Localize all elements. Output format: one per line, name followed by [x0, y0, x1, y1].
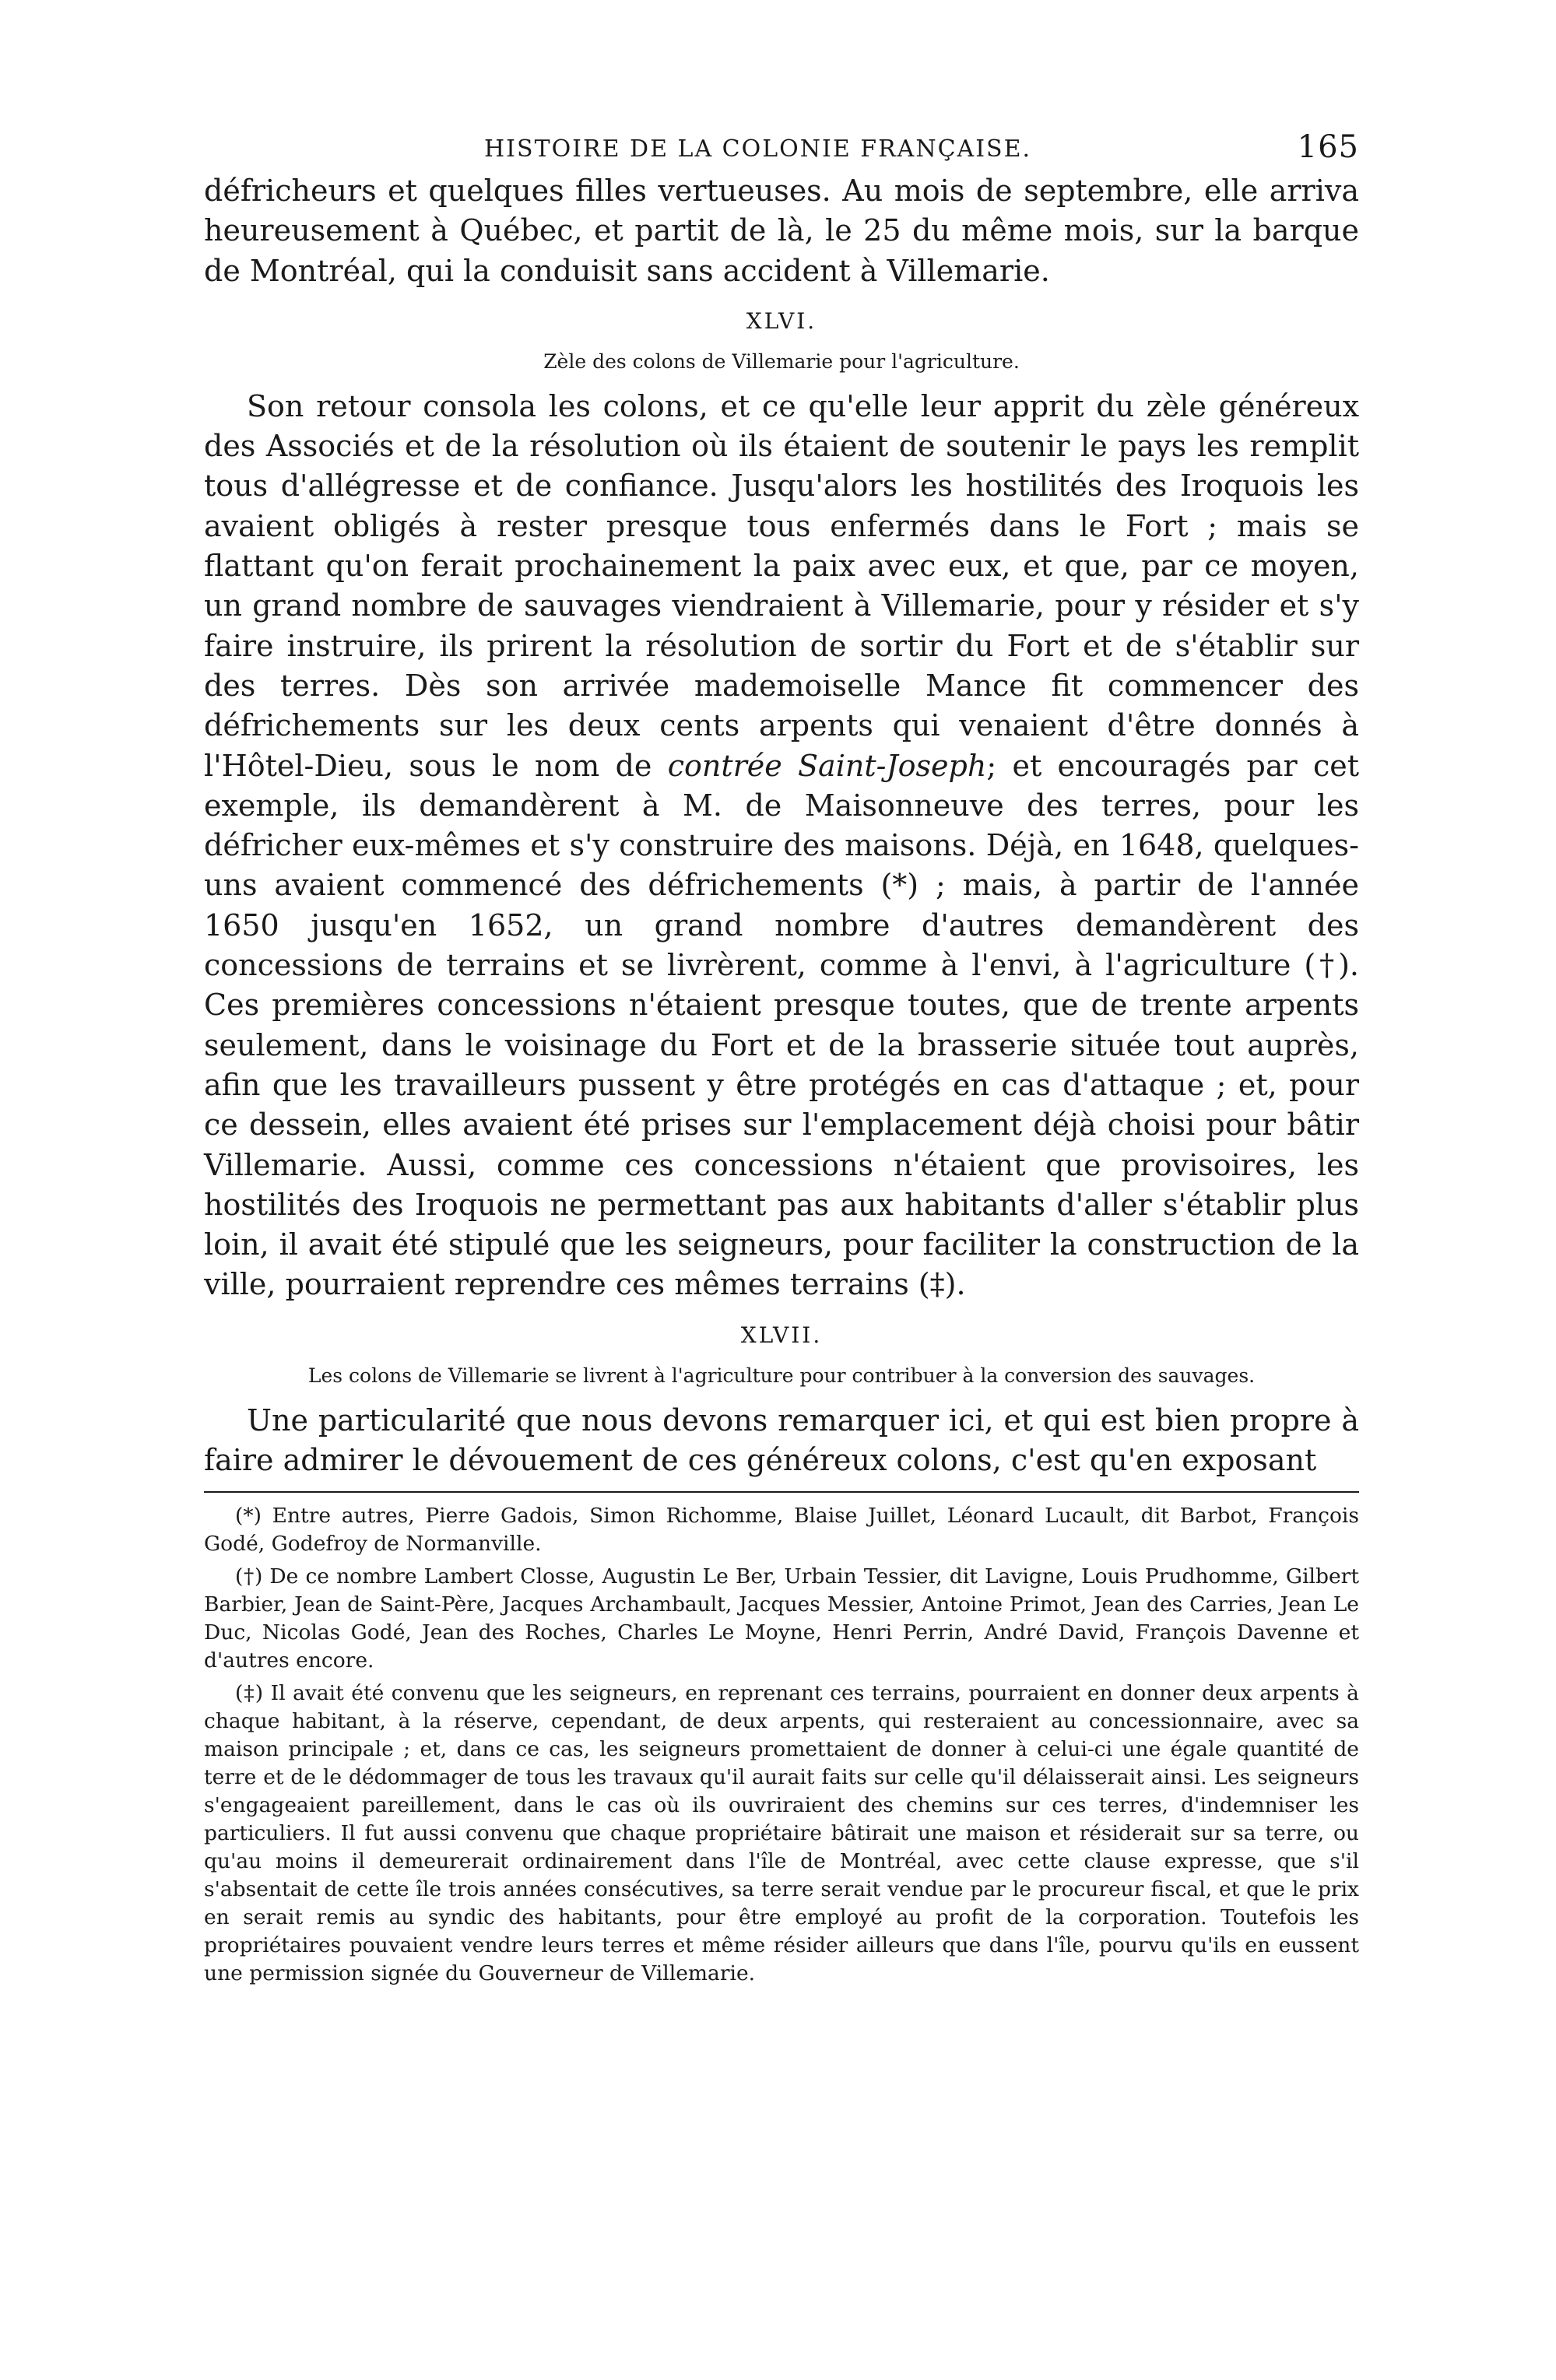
paragraph-text-part-2: ; et encouragés par cet exemple, ils demandèrent à M. de Maisonneuve des terres, pour les défricher eux-mêmes et s'y construire des maisons. Déjà, en 1648, quelques-uns avaient commencé des défrichements (*) ; mais, à partir de l'année 1650 jusqu'en 1652, un grand nombre d'autres demandèrent des concessions de terrains et se livrèrent, comme à l'envi, à l'agriculture (†). Ces premières concessions n'étaient presque toutes, que de trente arpents seulement, dans le voisinage du Fort et de la brasserie située tout auprès, afin que les travailleurs pussent y être protégés en cas d'attaque ; et, pour ce dessein, elles avaient été prises sur l'emplacement déjà choisi pour bâtir Villemarie. Aussi, comme ces concessions n'étaient que provisoires, les hostilités des Iroquois ne permettant pas aux habitants d'aller s'établir plus loin, il avait été stipulé que les seigneurs, pour faciliter la construction de la ville, pourraient reprendre ces mêmes terrains (‡). — [204, 748, 1359, 1302]
section-title-46: Zèle des colons de Villemarie pour l'agriculture. — [543, 349, 1020, 373]
paragraph-section-46 — [204, 387, 1359, 1305]
italic-place-name: contrée Saint-Joseph — [667, 748, 987, 783]
paragraph-section-47: Une particularité que nous devons remarquer ici, et qui est bien propre à faire admirer le dévouement de ces généreux colons, c'est qu'en exposant — [204, 1402, 1359, 1478]
footnote-double-dagger: (‡) Il avait été convenu que les seigneurs, en reprenant ces terrains, pourraient en donner deux arpents à chaque habitant, à la réserve, cependant, de deux arpents, qui resteraient au concessionnaire, avec sa maison principale ; et, dans ce cas, les seigneurs promettaient de donner à celui-ci une égale quantité de terre et de le dédommager de tous les travaux qu'il aurait faits sur celle qu'il délaisserait ainsi. Les seigneurs s'engageaient pareillement, dans le cas où ils ouvriraient des chemins sur ces terres, d'indemniser les particuliers. Il fut aussi convenu que chaque propriétaire bâtirait une maison et résiderait sur sa terre, ou qu'au moins il demeurerait ordinairement dans l'île de Montréal, avec cette clause expresse, que s'il s'absentait de cette île trois années consécutives, sa terre serait vendue par le procureur fiscal, et que le prix en serait remis au syndic des habitants, pour être employé au profit de la corporation. Toutefois les propriétaires pouvaient vendre leurs terres et même résider ailleurs que dans l'île, pourvu qu'ils en eussent une permission signée du Gouverneur de Villemarie. — [204, 1681, 1359, 1986]
section-number-46: XLVI. — [746, 307, 817, 334]
footnote-asterisk: (*) Entre autres, Pierre Gadois, Simon Richomme, Blaise Juillet, Léonard Lucault, dit Barbot, François Godé, Godefroy de Normanville. — [204, 1504, 1359, 1557]
paragraph-continued: défricheurs et quelques filles vertueuses. Au mois de septembre, elle arriva heureusement à Québec, et partit de là, le 25 du même mois, sur la barque de Montréal, qui la conduisit sans accident à Villemarie. — [204, 174, 1359, 288]
paragraph-text-part-1: Son retour consola les colons, et ce qu'elle leur apprit du zèle généreux des Associés et de la résolution où ils étaient de soutenir le pays les remplit tous d'allégresse et de confiance. Jusqu'alors les hostilités des Iroquois les avaient obligés à rester presque tous enfermés dans le Fort ; mais se flattant qu'on ferait prochainement la paix avec eux, et que, par ce moyen, un grand nombre de sauvages viendraient à Villemarie, pour y résider et s'y faire instruire, ils prirent la résolution de sortir du Fort et de s'établir sur des terres. Dès son arrivée mademoiselle Mance fit commencer des défrichements sur les deux cents arpents qui venaient d'être donnés à l'Hôtel-Dieu, sous le nom de — [204, 388, 1359, 783]
footnote-dagger: (†) De ce nombre Lambert Closse, Augustin Le Ber, Urbain Tessier, dit Lavigne, Louis Prudhomme, Gilbert Barbier, Jean de Saint-Père, Jacques Archambault, Jacques Messier, Antoine Primot, Jean des Carries, Jean Le Duc, Nicolas Godé, Jean des Roches, Charles Le Moyne, Henri Perrin, André David, François Davenne et d'autres encore. — [204, 1564, 1359, 1673]
running-head — [204, 125, 1359, 171]
footnote-rule — [204, 1491, 1359, 1493]
running-title: HISTOIRE DE LA COLONIE FRANÇAISE. — [484, 135, 1032, 163]
section-number-47: XLVII. — [740, 1322, 823, 1348]
book-page — [204, 125, 1359, 1988]
page-number: 165 — [1297, 129, 1359, 165]
section-title-47: Les colons de Villemarie se livrent à l'agriculture pour contribuer à la conversion des sauvages. — [307, 1364, 1256, 1387]
